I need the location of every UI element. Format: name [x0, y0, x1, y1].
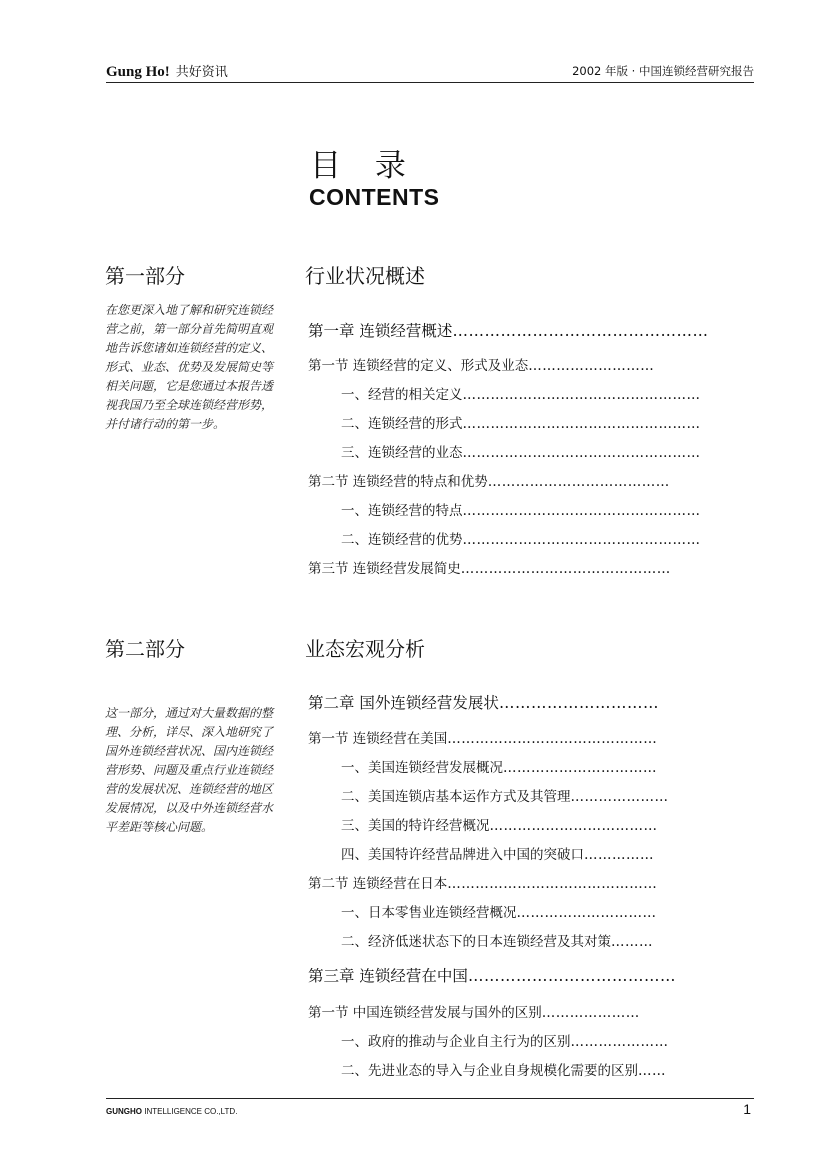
toc-entry-text: 二、连锁经营的优势: [341, 532, 463, 548]
toc-entry-text: 一、政府的推动与企业自主行为的区别: [341, 1034, 571, 1050]
toc-leader-dots: …………………………………: [487, 474, 670, 490]
toc-leader-dots: …………………………………: [467, 967, 676, 985]
part-two-section-title: 业态宏观分析: [305, 637, 425, 661]
toc-leader-dots: …………………………: [498, 694, 659, 712]
contents-title-cn: 目 录: [310, 148, 418, 184]
part-one-title: 第一部分: [105, 264, 185, 288]
toc-entry-text: 二、先进业态的导入与企业自身规模化需要的区别: [341, 1063, 638, 1079]
brand-cn-name: 共好资讯: [175, 65, 228, 80]
toc-entry-text: 一、经营的相关定义: [341, 387, 463, 403]
toc-entry-text: 第二章 国外连锁经营发展状: [308, 694, 499, 712]
toc-entry-text: 二、连锁经营的形式: [341, 416, 463, 432]
toc-entry-text: 第二节 连锁经营的特点和优势: [308, 474, 488, 490]
toc-leader-dots: ……: [638, 1063, 666, 1079]
toc-entry[interactable]: [341, 1030, 669, 1050]
toc-leader-dots: …………………………: [516, 905, 657, 921]
toc-leader-dots: ……………………………………………: [462, 445, 701, 461]
toc-entry-text: 四、美国特许经营品牌进入中国的突破口: [341, 847, 584, 863]
toc-entry[interactable]: [341, 528, 701, 548]
toc-entry[interactable]: [308, 557, 671, 577]
toc-entry-text: 一、连锁经营的特点: [341, 503, 463, 519]
footer-company-rest: INTELLIGENCE CO.,LTD.: [142, 1107, 238, 1116]
toc-entry[interactable]: [308, 470, 670, 490]
toc-entry[interactable]: [341, 1059, 666, 1079]
toc-entry[interactable]: [341, 843, 654, 863]
toc-entry-text: 二、经济低迷状态下的日本连锁经营及其对策: [341, 934, 611, 950]
toc-leader-dots: ………………………………………: [447, 731, 658, 747]
toc-entry[interactable]: [341, 930, 653, 950]
toc-entry[interactable]: [341, 814, 658, 834]
toc-leader-dots: ………: [611, 934, 653, 950]
part-one-description: 在您更深入地了解和研究连锁经营之前，第一部分首先简明直观地告诉您诸如连锁经营的定义、形式、业态、优势及发展简史等相关问题，它是您通过本报告透视我国乃至全球连锁经营形势，并付诸行动的第一步。: [105, 303, 274, 431]
toc-entry[interactable]: [308, 319, 708, 341]
footer-company: [106, 1107, 237, 1116]
toc-leader-dots: ………………………………: [489, 818, 658, 834]
toc-leader-dots: ……………………………………………: [462, 387, 701, 403]
toc-leader-dots: ………………………………………: [447, 876, 658, 892]
page-header: [106, 60, 754, 83]
part-one-section-title: 行业状况概述: [305, 264, 425, 288]
toc-leader-dots: ……………: [584, 847, 654, 863]
toc-entry-text: 第三章 连锁经营在中国: [308, 967, 468, 985]
toc-leader-dots: ……………………………: [503, 760, 657, 776]
toc-leader-dots: ……………………………………………: [462, 532, 701, 548]
toc-entry-text: 二、美国连锁店基本运作方式及其管理: [341, 789, 571, 805]
toc-entry-text: 三、连锁经营的业态: [341, 445, 463, 461]
toc-leader-dots: …………………: [541, 1005, 640, 1021]
toc-leader-dots: ………………………………………: [460, 561, 671, 577]
toc-entry[interactable]: [341, 383, 701, 403]
toc-leader-dots: …………………: [570, 789, 669, 805]
part-two-title: 第二部分: [105, 637, 185, 661]
toc-entry-text: 三、美国的特许经营概况: [341, 818, 490, 834]
toc-entry[interactable]: [341, 499, 701, 519]
toc-entry[interactable]: [308, 872, 657, 892]
toc-entry-text: 一、美国连锁经营发展概况: [341, 760, 503, 776]
toc-entry-text: 第二节 连锁经营在日本: [308, 876, 448, 892]
toc-entry[interactable]: [308, 727, 657, 747]
toc-leader-dots: ………………………: [528, 358, 655, 374]
toc-entry[interactable]: [308, 354, 654, 374]
toc-entry[interactable]: [308, 964, 676, 986]
toc-entry[interactable]: [341, 756, 657, 776]
brand-name: Gung Ho!: [106, 64, 170, 80]
page-footer: [106, 1098, 754, 1121]
toc-entry-text: 第一节 连锁经营在美国: [308, 731, 448, 747]
footer-company-bold: GUNGHO: [106, 1107, 142, 1116]
toc-leader-dots: ……………………………………………: [462, 416, 701, 432]
toc-entry-text: 第一节 中国连锁经营发展与国外的区别: [308, 1005, 542, 1021]
toc-entry-text: 第一节 连锁经营的定义、形式及业态: [308, 358, 529, 374]
toc-entry[interactable]: [308, 1001, 640, 1021]
toc-entry[interactable]: [341, 785, 669, 805]
brand: [106, 61, 228, 81]
page-number: 1: [743, 1101, 751, 1117]
toc-entry[interactable]: [341, 901, 657, 921]
report-title: 2002 年版 · 中国连锁经营研究报告: [572, 64, 754, 78]
toc-entry[interactable]: [341, 441, 701, 461]
toc-entry-text: 一、日本零售业连锁经营概况: [341, 905, 517, 921]
toc-entry-text: 第三节 连锁经营发展简史: [308, 561, 461, 577]
toc-entry[interactable]: [308, 691, 659, 713]
part-two-description: 这一部分，通过对大量数据的整理、分析，详尽、深入地研究了国外连锁经营状况、国内连锁经营形势、问题及重点行业连锁经营的发展状况、连锁经营的地区发展情况，以及中外连锁经营水平差距等核心问题。: [105, 706, 274, 834]
contents-title-en: CONTENTS: [309, 184, 440, 210]
toc-entry[interactable]: [341, 412, 701, 432]
toc-leader-dots: …………………………………………: [452, 322, 709, 340]
toc-entry-text: 第一章 连锁经营概述: [308, 322, 453, 340]
toc-leader-dots: ……………………………………………: [462, 503, 701, 519]
toc-leader-dots: …………………: [570, 1034, 669, 1050]
